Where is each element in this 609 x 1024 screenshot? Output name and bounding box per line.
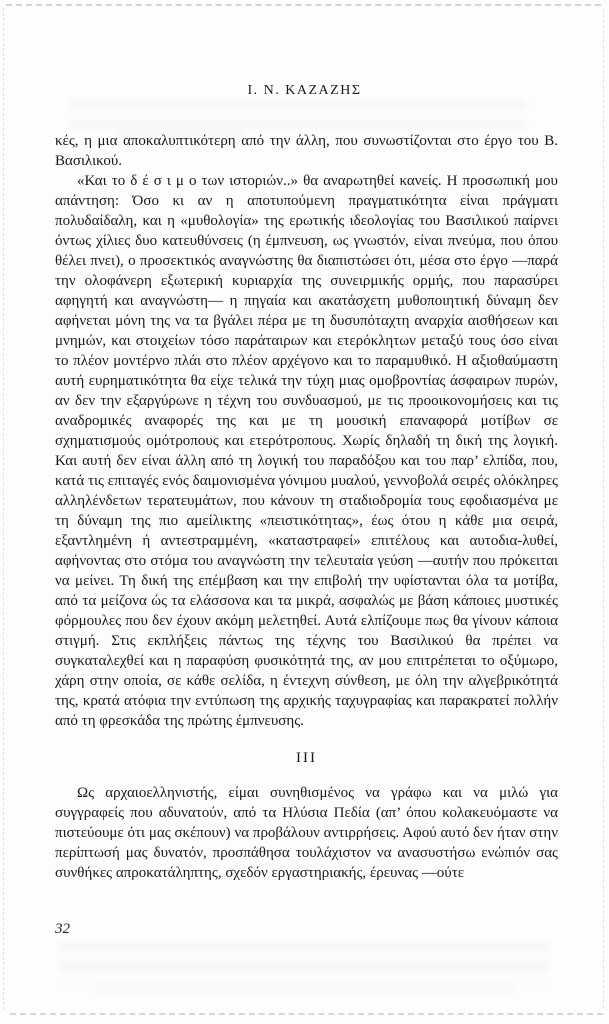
bleedthrough-smudge: [60, 942, 548, 984]
body-paragraph: Ως αρχαιοελληνιστής, είμαι συνηθισμένος να γράφω και να μιλώ για συγγραφείς που αδυνατούν, από τα Ηλύσια Πεδία (απ’ όπου κολακευόμαστε να πιστεύουμε ότι μας σκέπουν) να προβάλουν αντιρρήσεις. Αφού αυτό δεν ήταν στην περίπτωσή μας δυνατόν, προσπάθησα τουλάχιστον να ανασυστήσω ενώπιόν σας συνθήκες απροκατάληπτης, σχεδόν εργαστηριακής, έρευνας —ούτε: [55, 785, 558, 881]
page-number: 32: [55, 921, 70, 937]
bleedthrough-smudge: [95, 986, 515, 1006]
body-paragraph: «Και το δ έ σ ι μ ο των ιστοριών..» θα αναρωτηθεί κανείς. Η προσωπική μου απάντηση: Όσο κι αν η αποτυπούμενη πραγματικότητα είναι πράγματι πολυδαίδαλη, και η «μυθολογία» της ερωτικής ιδεολογίας του Βασιλικού παίρνει όντως χίλιες δυο κατευθύνσεις (η έμπνευση, ως γνωστόν, είναι πνεύμα, που όπου θέλει πνει), ο προσεκτικός αναγνώστης θα διαπιστώσει ότι, μέσα στο έργο —παρά την ολοφάνερη εξωτερική κυριαρχία της συνειρμικής ορμής, που παρασύρει αφηγητή και αναγνώστη— η πηγαία και ακατάσχετη μυθοποιητική δύναμη δεν αφήνεται μόνη της να τα βγάλει πέρα με τη δυσυπόταχτη αναρχία αισθήσεων και μνημών, και στοιχείων τόσο παράταιρων και ετερόκλητων μεταξύ τους όσο είναι το πλέον μοντέρνο πλάι στο πλέον αρχέγονο και το παραμυθικό. Η αξιοθαύμαστη αυτή ευρηματικότητα θα είχε τελικά την τύχη μιας ομοβροντίας άσφαιρων πυρών, αν δεν την εξαργύρωνε η τέχνη του συνδυασμού, με τις προοικονομήσεις και τις αναδρομικές αναφορές της και με τη μουσική επαναφορά μοτίβων σε σχηματισμούς ομότροπους και ετερότροπους. Χωρίς δηλαδή τη δική της λογική. Και αυτή δεν είναι άλλη από τη λογική του παραδόξου και του παρ’ ελπίδα, που, κατά τις επιταγές ενός δαιμονισμένα γόνιμου μυαλού, γεννοβολά σειρές ολόκληρες αλληλένδετων τερατευμάτων, που κάνουν τη σταδιοδρομία τους εφοδιασμένα με τη δύναμη της πιο αμείλικτης «πειστικότητας», έως ότου η κάθε μια σειρά, εξαντλημένη ή αντεστραμμένη, «καταστραφεί» επιτέλους και αυτοδια-λυθεί, αφήνοντας στο στόμα του αναγνώστη την τελευταία γεύση —αυτήν που πρόκειται να μείνει. Τη δική της επέμβαση και την επιβολή την υφίστανται όλα τα μοτίβα, από τα μείζονα ώς τα ελάσσονα και τα μικρά, ασφαλώς με βάση κάποιες μυστικές φόρμουλες που δεν έχουν ακόμη μελετηθεί. Αυτά ελπίζουμε πως θα γίνουν κάποια στιγμή. Στις εκπλήξεις πάντως της τέχνης του Βασιλικού θα πρέπει να συγκαταλεχθεί και η παραφύση φυσικότητά της, αν μου επιτρέπεται το οξύμωρο, χάρη στην οποία, σε κάθε σελίδα, η έντεχνη σύνθεση, με όλη την αλγεβρικότητά της, κρατά ατόφια την εντύπωση της αρχικής ταχυγραφίας και παρακρατεί πολλήν από τη φρεσκάδα της πρώτης έμπνευσης.: [55, 173, 558, 729]
scan-edge-right: [603, 10, 604, 1008]
scan-edge-bottom: [10, 1013, 603, 1015]
body-paragraph-continuation: κές, η μια αποκαλυπτικότερη από την άλλη, που συνωστίζονται στο έργο του Β. Βασιλικού.: [55, 133, 558, 169]
body-text-block: [55, 131, 558, 883]
section-heading-roman-numeral: III: [296, 750, 317, 766]
bleedthrough-smudge: [70, 100, 525, 134]
scan-edge-top: [6, 4, 601, 6]
running-header-author: Ι. Ν. ΚΑΖΑΖΗΣ: [247, 83, 362, 98]
scan-edge-left: [3, 8, 4, 1010]
